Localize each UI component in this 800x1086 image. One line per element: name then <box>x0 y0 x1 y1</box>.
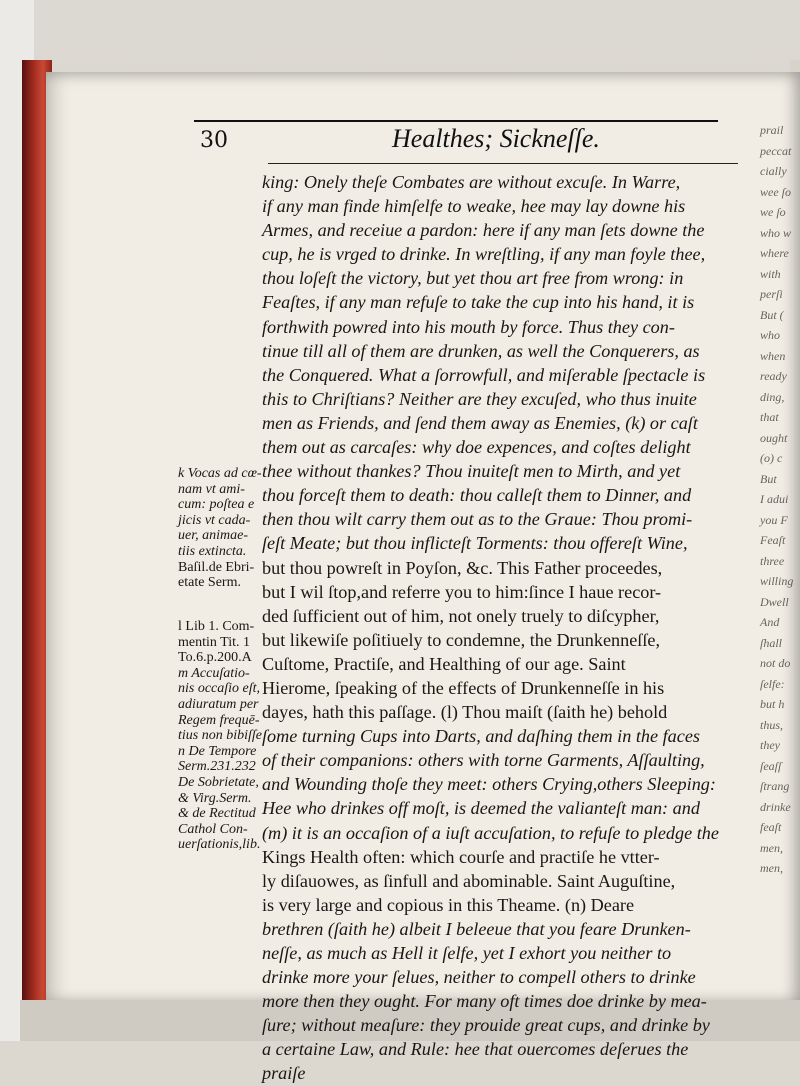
facing-page-fragment: men, <box>760 861 783 875</box>
body-line: men as Friends, and ſend them away as Enemies, (k) or caſt <box>262 412 698 433</box>
body-line: forthwith powred into his mouth by force. Thus they con- <box>262 316 675 337</box>
body-line: Feaſtes, if any man refuſe to take the cup into his hand, it is <box>262 292 695 313</box>
body-line: Kings Health often: which courſe and practiſe he vtter- <box>262 846 660 867</box>
body-line: more then they ought. For many oft times doe drinke by mea- <box>262 991 707 1012</box>
body-line: thee without thankes? Thou inuiteſt men to Mirth, and yet <box>262 461 681 482</box>
facing-page-fragment: prail <box>760 123 784 137</box>
sidenote-line: To.6.p.200.A <box>178 650 252 666</box>
sidenote-line: De Sobrietate, <box>178 774 259 790</box>
body-line: brethren (ſaith he) albeit I beleeue that you feare Drunken- <box>262 918 691 939</box>
sidenote-line: mentin Tit. 1 <box>178 634 250 650</box>
body-line: ſome turning Cups into Darts, and daſhing them in the faces <box>262 726 701 747</box>
body-line: but thou powreſt in Poyſon, &c. This Father proceedes, <box>262 557 663 578</box>
facing-page-fragment: but h <box>760 697 785 711</box>
sidenote-k <box>178 466 262 591</box>
facing-page-fragment: cially <box>760 164 787 178</box>
header-rule <box>194 120 718 122</box>
sidenote-line: uerſationis,lib. <box>178 837 261 853</box>
body-line: Cuſtome, Practiſe, and Healthing of our age. Saint <box>262 653 626 674</box>
sidenote-line: n De Tempore <box>178 743 257 759</box>
sidenote-line: m Accuſatio- <box>178 665 250 681</box>
facing-page-fragment: drinke <box>760 799 791 814</box>
facing-page-fragment: with <box>760 266 781 281</box>
facing-page-fragment: we ſo <box>760 205 786 219</box>
sidenote-line: Cathol Con- <box>178 821 248 837</box>
facing-page-fragment: who w <box>760 225 792 240</box>
body-line: ly diſauowes, as ſinfull and abominable. Saint Auguſtine, <box>262 870 676 891</box>
facing-page-fragment: thus, <box>760 717 784 732</box>
body-line: Hierome, ſpeaking of the effects of Drunkenneſſe in his <box>262 677 665 698</box>
body-line: drinke more your ſelues, neither to compell others to drinke <box>262 967 696 988</box>
body-line: ſeſt Meate; but thou inflicteſt Torments: thou offereſt Wine, <box>262 533 688 554</box>
facing-page-fragment: three <box>760 553 785 568</box>
body-line: king: Onely theſe Combates are without excuſe. In Warre, <box>262 172 681 192</box>
facing-page-fragment: peccat <box>760 143 792 158</box>
sidenote-line: adiuratum per <box>178 696 259 712</box>
body-text <box>262 170 742 1086</box>
facing-page-fragment: wee ſo <box>760 184 791 199</box>
body-line: but I wil ſtop,and referre you to him:ſince I haue recor- <box>262 581 662 602</box>
facing-page-fragment: And <box>760 615 780 629</box>
body-line: then thou wilt carry them out as to the Graue: Thou promi- <box>262 509 693 530</box>
body-line: a certaine Law, and Rule: hee that ouercomes deſerues the <box>262 1039 689 1060</box>
facing-page-fragment: when <box>760 348 786 363</box>
sidenote-line: & de Rectitud <box>178 806 256 822</box>
body-line: neſſe, as much as Hell it ſelfe, yet I exhort you neither to <box>262 943 672 963</box>
sidenote-line: & Virg.Serm. <box>178 790 252 806</box>
facing-page-fragment: who <box>760 328 781 342</box>
sidenote-line: l Lib 1. Com- <box>178 619 255 634</box>
sidenote-line: nis occaſio eſt, <box>178 681 261 697</box>
facing-page-fragment: But ( <box>760 307 784 322</box>
body-line: praiſe <box>262 1063 306 1084</box>
body-line: thou forceſt them to death: thou calleſt them to Dinner, and <box>262 485 692 506</box>
facing-page-fragment: they <box>760 738 780 752</box>
facing-page-fragment: But <box>760 471 777 486</box>
body-line: if any man finde himſelfe to weake, hee may lay downe his <box>262 196 686 217</box>
facing-page-fragment: ſelfe: <box>760 676 785 691</box>
running-head: Healthes; Sickneſſe. <box>392 124 600 153</box>
body-line: (m) it is an occaſion of a iuſt accuſation, to refuſe to pledge the <box>262 822 719 843</box>
facing-page-fragment: ought <box>760 430 788 445</box>
body-line: cup, he is vrged to drinke. In wreſtling, if any man foyle thee, <box>262 244 706 265</box>
facing-page-fragment: men, <box>760 840 783 855</box>
sidenote-l <box>178 619 262 853</box>
facing-page-fragment: ſtrang <box>760 779 790 793</box>
facing-page-fragment: ding, <box>760 389 785 404</box>
body-line: this to Chriſtians? Neither are they excuſed, who thus inuite <box>262 388 697 409</box>
facing-page-fragment: willing <box>760 574 794 588</box>
body-line: ded ſufficient out of him, not onely truely to diſcypher, <box>262 605 660 626</box>
facing-page-fragment: not do <box>760 656 791 670</box>
body-line: ſure; without meaſure: they prouide great cups, and drinke by <box>262 1015 710 1036</box>
sidenote-line: nam vt ami- <box>178 481 245 497</box>
body-line: Armes, and receiue a pardon: here if any man ſets downe the <box>262 220 705 241</box>
body-line: dayes, hath this paſſage. (l) Thou maiſt (ſaith he) behold <box>262 702 668 723</box>
sidenote-line: cum: poſtea e <box>178 497 255 513</box>
facing-page-fragment: you F <box>760 512 788 527</box>
body-line: tinue till all of them are drunken, as well the Conquerers, as <box>262 340 700 361</box>
sidenote-line: tiis extincta. <box>178 543 247 559</box>
facing-page-fragment: ſhall <box>760 635 783 650</box>
sidenote-line: uer, animae- <box>178 528 248 544</box>
page-number: 30 <box>200 128 228 153</box>
facing-page-fragment: where <box>760 246 789 260</box>
facing-page-fragment: Dwell <box>760 594 789 609</box>
facing-page-fragment: Feaſt <box>760 533 786 547</box>
body-line: is very large and copious in this Theame. (n) Deare <box>262 894 635 915</box>
sidenote-line: Baſil.de Ebri- <box>178 559 255 575</box>
sidenote-line: k Vocas ad cœ- <box>178 466 262 481</box>
facing-page-fragment: feaſt <box>760 820 782 834</box>
facing-page-fragment: perſi <box>760 287 783 301</box>
running-head-rule <box>268 163 738 164</box>
sidenote-line: jicis vt cada- <box>178 512 251 528</box>
facing-page-fragments <box>760 120 793 879</box>
facing-page-fragment: I adui <box>760 492 789 506</box>
sidenote-line: Regem frequē- <box>178 712 260 728</box>
body-line: and Wounding thoſe they meet: others Crying,others Sleeping: <box>262 774 716 795</box>
facing-page-fragment: that <box>760 410 779 424</box>
facing-page-fragment: ready <box>760 369 787 383</box>
sidenote-line: tius non bibiſſe <box>178 728 262 744</box>
facing-page-fragment: ſeaſſ <box>760 758 782 773</box>
body-line: thou loſeſt the victory, but yet thou art free from wrong: in <box>262 268 684 289</box>
body-line: Hee who drinkes off moſt, is deemed the valianteſt man: and <box>262 798 700 819</box>
body-line: but likewiſe poſitiuely to condemne, the Drunkenneſſe, <box>262 629 661 650</box>
body-line: the Conquered. What a ſorrowfull, and miſerable ſpectacle is <box>262 364 706 385</box>
sidenote-line: etate Serm. <box>178 575 241 591</box>
body-line: them out as carcaſes: why doe expences, and coſtes delight <box>262 437 691 458</box>
body-line: of their companions: others with torne Garments, Aſſaulting, <box>262 750 705 771</box>
sidenote-line: Serm.231.232 <box>178 759 256 775</box>
facing-page-fragment: (o) c <box>760 451 783 465</box>
